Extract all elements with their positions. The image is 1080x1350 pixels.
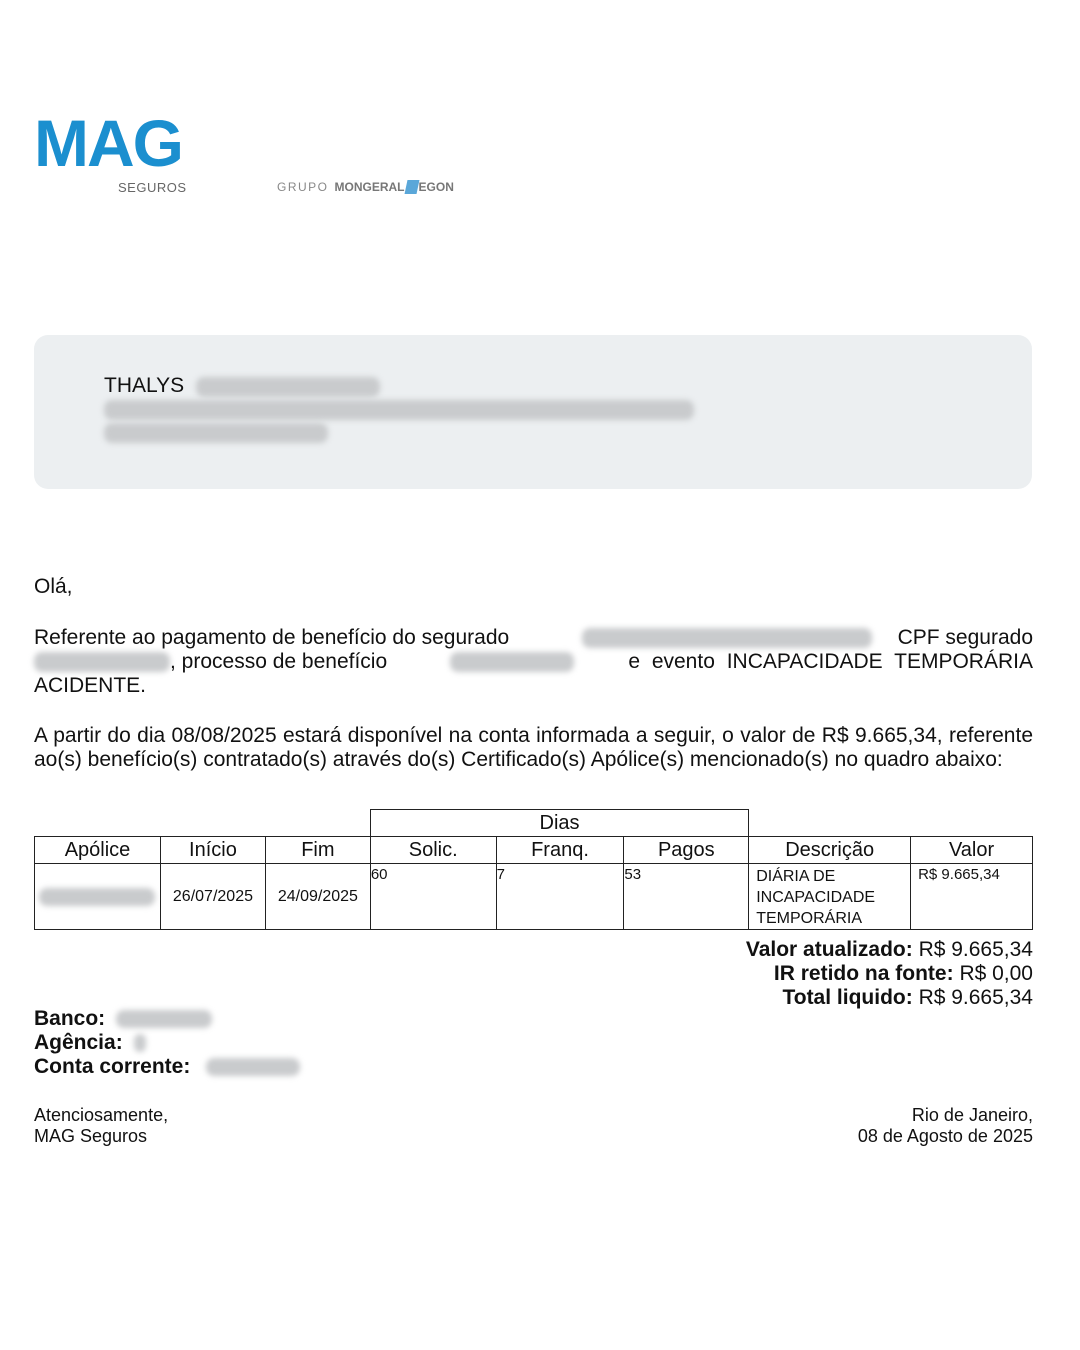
cell-franq: 7	[496, 864, 624, 930]
total-liquido-value: R$ 9.665,34	[918, 986, 1033, 1009]
total-liquido-label: Total liquido:	[782, 986, 913, 1009]
agencia-label: Agência:	[34, 1031, 123, 1054]
paragraph1-part2: CPF segurado	[897, 626, 1033, 649]
closing-block	[34, 1105, 168, 1147]
table-header-apolice: Apólice	[35, 837, 161, 864]
paragraph2: A partir do dia 08/08/2025 estará disponível na conta informada a seguir, o valor de R$ 9.665,34, referente ao(s) benefício(s) contratado(s) através do(s) Certificado(s) Apólice(s) mencionado(s) no quadro abaixo:	[34, 724, 1033, 771]
redacted-cpf	[34, 652, 170, 672]
valor-atualizado-value: R$ 9.665,34	[918, 938, 1033, 961]
date-line: 08 de Agosto de 2025	[857, 1126, 1033, 1146]
cell-apolice	[35, 864, 161, 930]
closing-line1: Atenciosamente,	[34, 1105, 169, 1125]
redacted-city-line	[104, 423, 328, 443]
closing-signature: MAG Seguros	[34, 1126, 148, 1146]
table-header-pagos: Pagos	[624, 837, 749, 864]
table-header-franq: Franq.	[496, 837, 624, 864]
table-header-valor: Valor	[911, 837, 1033, 864]
redacted-process-number	[450, 652, 574, 672]
group-logo	[277, 180, 454, 194]
cell-descricao	[749, 864, 911, 930]
mag-logo: MAG	[34, 106, 182, 180]
place-date-block	[858, 1105, 1033, 1147]
paragraph1-part5: ACIDENTE.	[34, 674, 147, 697]
paragraph1-part1: Referente ao pagamento de benefício do segurado	[34, 626, 510, 649]
table-spacer	[35, 810, 371, 837]
redacted-insured-name	[582, 628, 872, 648]
table-group-header: Dias	[370, 810, 748, 837]
redacted-address-line	[104, 400, 694, 420]
place-line: Rio de Janeiro,	[911, 1105, 1033, 1125]
redacted-account	[206, 1058, 300, 1076]
group-name-a: MONGERAL	[334, 180, 405, 194]
descricao-line2: INCAPACIDADE	[756, 889, 876, 906]
descricao-line3: TEMPORÁRIA	[756, 910, 862, 927]
cell-valor: R$ 9.665,34	[911, 864, 1033, 930]
cell-inicio: 26/07/2025	[160, 864, 265, 930]
group-logo-mark-icon	[404, 180, 419, 194]
ir-retido-label: IR retido na fonte:	[773, 962, 954, 985]
table-header-solic: Solic.	[370, 837, 496, 864]
cell-fim: 24/09/2025	[265, 864, 370, 930]
conta-label: Conta corrente:	[34, 1055, 191, 1078]
recipient-name: THALYS	[104, 374, 185, 397]
table-header-inicio: Início	[160, 837, 265, 864]
greeting: Olá,	[34, 575, 73, 598]
redacted-agency	[134, 1034, 146, 1052]
banco-label: Banco:	[34, 1007, 106, 1030]
redacted-policy-number	[39, 888, 155, 906]
table-header-fim: Fim	[265, 837, 370, 864]
descricao-line1: DIÁRIA DE	[756, 868, 836, 885]
group-name-b: EGON	[418, 180, 454, 194]
cell-pagos: 53	[624, 864, 749, 930]
redacted-bank-name	[116, 1010, 212, 1028]
redacted-surname	[196, 377, 380, 397]
table-spacer	[749, 810, 1033, 837]
group-label: GRUPO	[277, 180, 329, 194]
paragraph1-part3: , processo de benefício	[170, 650, 388, 673]
cell-solic: 60	[370, 864, 496, 930]
paragraph1-part4: e evento INCAPACIDADE TEMPORÁRIA	[628, 650, 1033, 673]
valor-atualizado-label: Valor atualizado:	[745, 938, 913, 961]
totals-block	[746, 938, 1033, 1010]
table-row	[35, 864, 1033, 930]
mag-logo-subtitle: SEGUROS	[118, 180, 187, 195]
table-header-descricao: Descrição	[749, 837, 911, 864]
ir-retido-value: R$ 0,00	[959, 962, 1033, 985]
benefit-table	[34, 809, 1033, 930]
